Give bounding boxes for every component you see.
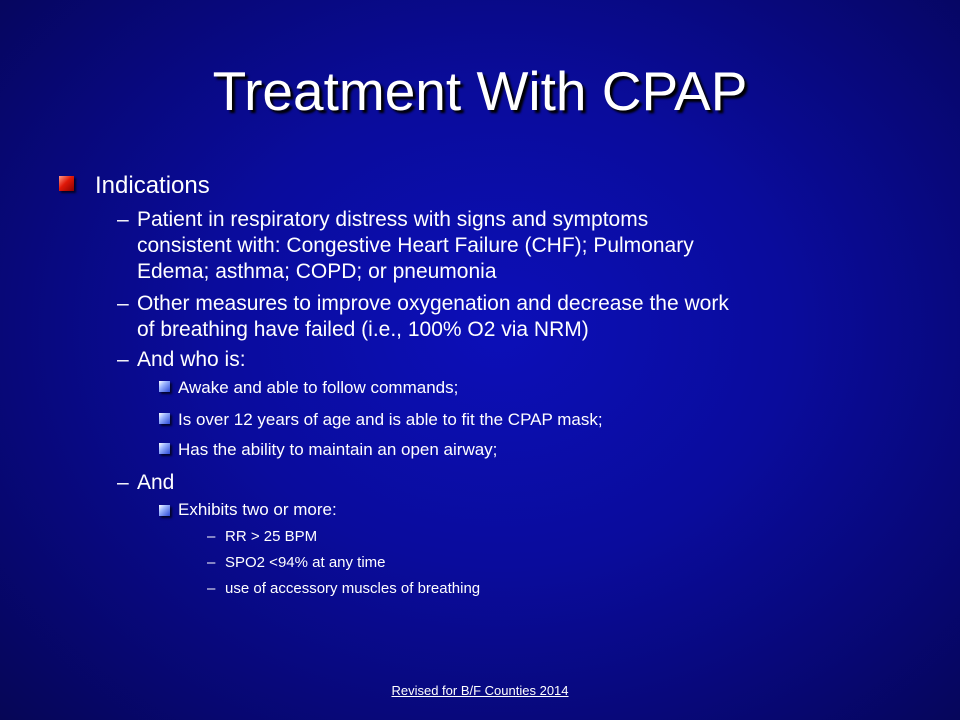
item-2-line-2: of breathing have failed (i.e., 100% O2 via NRM) — [137, 318, 589, 341]
item-3-line-1: And who is: — [137, 348, 246, 371]
dash-marker: – — [117, 292, 129, 315]
blue-square-bullet-icon — [159, 413, 170, 424]
who-is-item-3: Has the ability to maintain an open airway; — [178, 440, 498, 459]
red-square-bullet-icon — [59, 176, 74, 191]
blue-square-bullet-icon — [159, 505, 170, 516]
dash-marker: – — [117, 208, 129, 231]
criteria-item-2: SPO2 <94% at any time — [225, 554, 386, 571]
item-1-line-1: Patient in respiratory distress with signs and symptoms — [137, 208, 649, 231]
dash-marker: – — [117, 471, 129, 494]
who-is-item-2: Is over 12 years of age and is able to fit the CPAP mask; — [178, 410, 603, 429]
dash-marker: – — [207, 528, 216, 545]
dash-marker: – — [207, 580, 216, 597]
who-is-item-1: Awake and able to follow commands; — [178, 378, 459, 397]
item-2-line-1: Other measures to improve oxygenation and decrease the work — [137, 292, 729, 315]
footer-link[interactable]: Revised for B/F Counties 2014 — [391, 683, 569, 698]
slide-title: Treatment With CPAP — [212, 60, 748, 122]
item-1-line-2: consistent with: Congestive Heart Failure (CHF); Pulmonary — [137, 234, 694, 257]
criteria-item-3: use of accessory muscles of breathing — [225, 580, 481, 597]
exhibits-label: Exhibits two or more: — [178, 500, 337, 519]
and-item: And — [137, 471, 175, 494]
item-1-line-3: Edema; asthma; COPD; or pneumonia — [137, 260, 497, 283]
blue-square-bullet-icon — [159, 443, 170, 454]
indications-heading: Indications — [95, 172, 210, 199]
blue-square-bullet-icon — [159, 381, 170, 392]
dash-marker: – — [117, 348, 129, 371]
dash-marker: – — [207, 554, 216, 571]
criteria-item-1: RR > 25 BPM — [225, 528, 318, 545]
